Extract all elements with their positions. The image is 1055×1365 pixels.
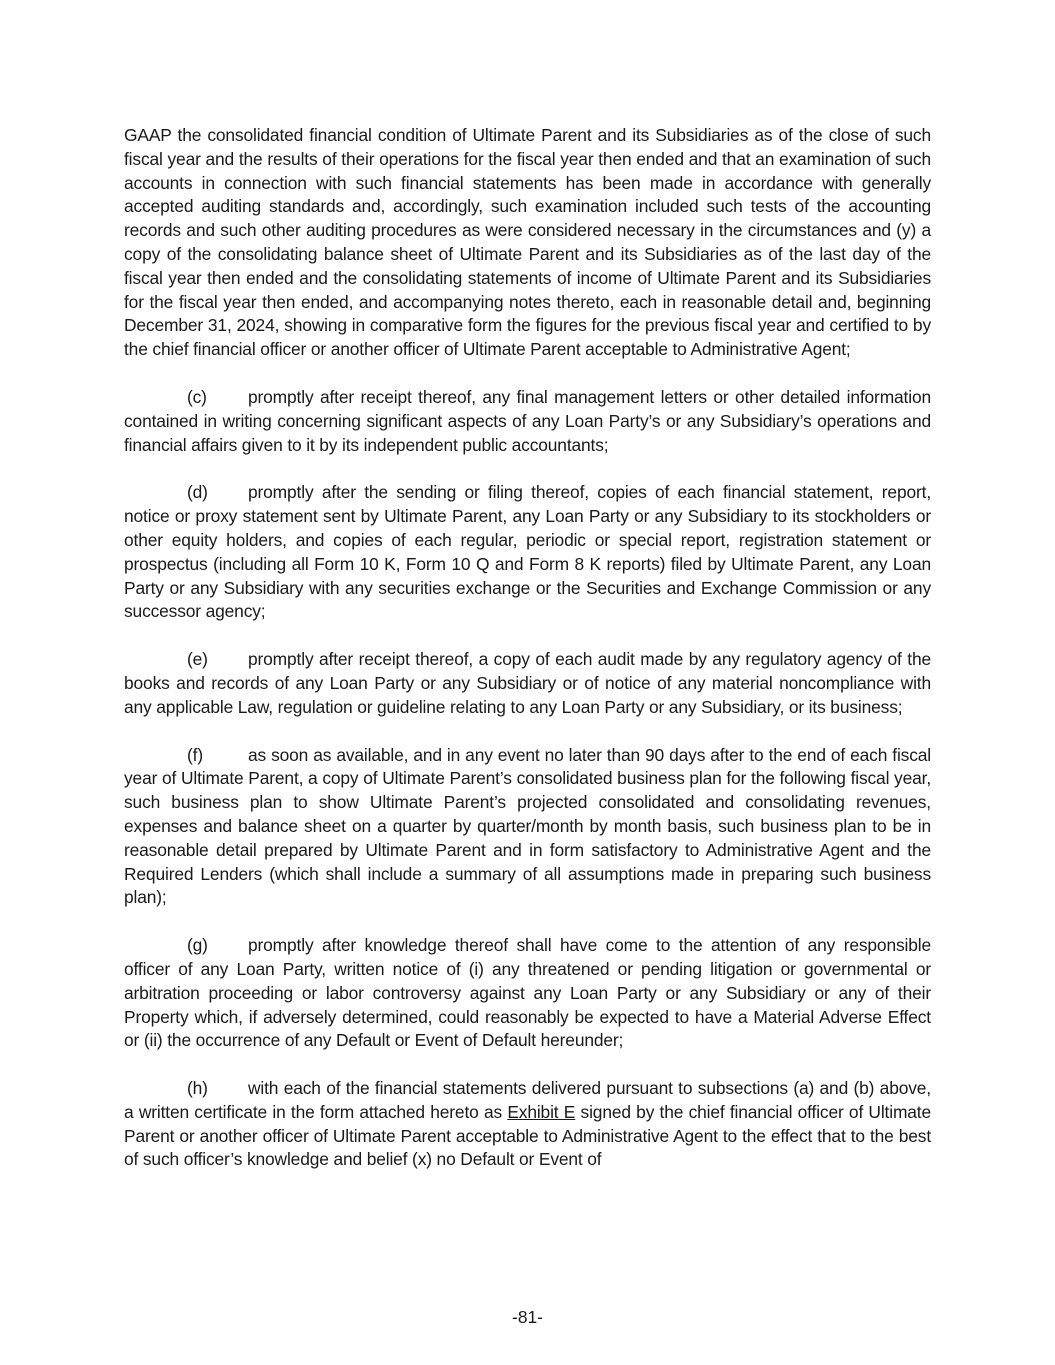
paragraph-f bbox=[124, 744, 931, 911]
clause-label-f: (f) bbox=[187, 744, 203, 765]
clause-label-h: (h) bbox=[187, 1078, 208, 1099]
clause-label-e: (e) bbox=[187, 649, 208, 670]
clause-text-c: promptly after receipt thereof, any final management letters or other detailed information contained in writing concerning significant aspects of any Loan Party’s or any Subsidiary’s operations and financial affairs given to it by its independent public accountants; bbox=[124, 386, 931, 455]
clause-text-h-part1: with each of the financial statements delivered pursuant to subsections (a) and (b) above, a written certificate in the form attached hereto as bbox=[124, 1078, 931, 1122]
paragraph-g bbox=[124, 934, 931, 1053]
clause-label-d: (d) bbox=[187, 482, 208, 503]
clause-label-g: (g) bbox=[187, 935, 208, 956]
paragraph-c bbox=[124, 386, 931, 457]
clause-text-f: as soon as available, and in any event no later than 90 days after to the end of each fiscal year of Ultimate Parent, a copy of Ultimate Parent’s consolidated business plan for the following fiscal year, such business plan to show Ultimate Parent’s projected consolidated and consolidating revenues, expenses and balance sheet on a quarter by quarter/month by month basis, such business plan to be in reasonable detail prepared by Ultimate Parent and in form satisfactory to Administrative Agent and the Required Lenders (which shall include a summary of all assumptions made in preparing such business plan); bbox=[124, 744, 931, 908]
paragraph-e bbox=[124, 648, 931, 719]
paragraph-d bbox=[124, 481, 931, 624]
clause-text-e: promptly after receipt thereof, a copy of each audit made by any regulatory agency of the books and records of any Loan Party or any Subsidiary or of notice of any material noncompliance with any applicable Law, regulation or guideline relating to any Loan Party or any Subsidiary, or its business; bbox=[124, 649, 931, 717]
clause-text-d: promptly after the sending or filing thereof, copies of each financial statement, report, notice or proxy statement sent by Ultimate Parent, any Loan Party or any Subsidiary to its stockholders or other equity holders, and copies of each regular, periodic or special report, registration statement or prospectus (including all Form 10 K, Form 10 Q and Form 8 K reports) filed by Ultimate Parent, any Loan Party or any Subsidiary with any securities exchange or the Securities and Exchange Commission or any successor agency; bbox=[124, 482, 931, 622]
document-page bbox=[124, 124, 931, 1196]
exhibit-e-reference: Exhibit E bbox=[507, 1101, 576, 1122]
clause-text-h-part2: signed by the chief financial officer of Ultimate Parent or another officer of Ultimate Parent acceptable to Administrative Agent to the effect that to the best of such officer’s knowledge and belief (x) no Default or Event of bbox=[124, 1101, 932, 1170]
clause-label-c: (c) bbox=[187, 386, 207, 407]
clause-text-g: promptly after knowledge thereof shall have come to the attention of any responsible officer of any Loan Party, written notice of (i) any threatened or pending litigation or governmental or arbitration proceeding or labor controversy against any Loan Party or any Subsidiary or any of their Property which, if adversely determined, could reasonably be expected to have a Material Adverse Effect or (ii) the occurrence of any Default or Event of Default hereunder; bbox=[124, 935, 931, 1051]
paragraph-gaap-continuation: GAAP the consolidated financial condition of Ultimate Parent and its Subsidiaries as of the close of such fiscal year and the results of their operations for the fiscal year then ended and that an examination of such accounts in connection with such financial statements has been made in accordance with generally accepted auditing standards and, accordingly, such examination included such tests of the accounting records and such other auditing procedures as were considered necessary in the circumstances and (y) a copy of the consolidating balance sheet of Ultimate Parent and its Subsidiaries as of the last day of the fiscal year then ended and the consolidating statements of income of Ultimate Parent and its Subsidiaries for the fiscal year then ended, and accompanying notes thereto, each in reasonable detail and, beginning December 31, 2024, showing in comparative form the figures for the previous fiscal year and certified to by the chief financial officer or another officer of Ultimate Parent acceptable to Administrative Agent; bbox=[124, 125, 931, 360]
page-number: -81- bbox=[512, 1307, 543, 1327]
paragraph-h bbox=[124, 1077, 931, 1172]
